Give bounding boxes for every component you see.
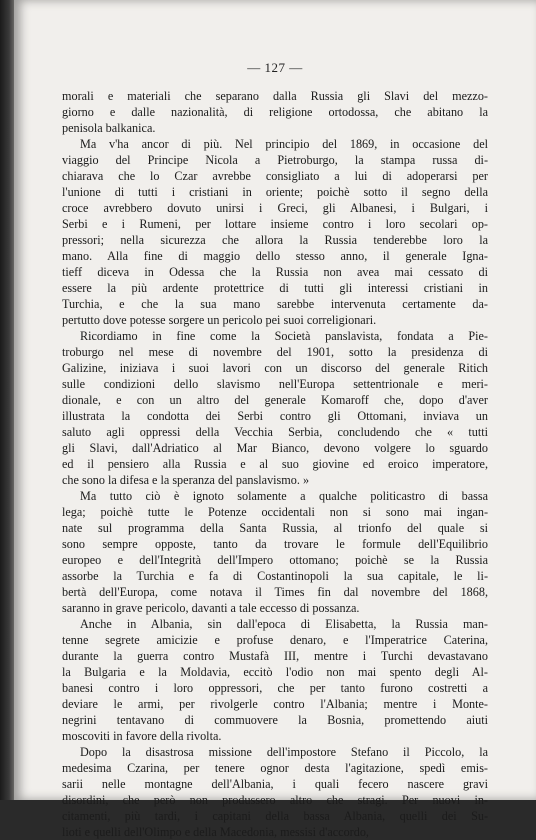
- text-line: durante la guerra contro Mustafà III, mentre i Turchi devastavano: [62, 649, 488, 663]
- text-line: Dopo la disastrosa missione dell'impostore Stefano il Piccolo, la: [80, 745, 488, 759]
- text-line: bertà dell'Europa, come notava il Times fin dal novembre del 1868,: [62, 585, 488, 599]
- text-line: ed il pensiero alla Russia e al suo giovine ed eroico imperatore,: [62, 457, 488, 471]
- text-line: saranno in grave pericolo, davanti a tale eccesso di possanza.: [62, 601, 360, 615]
- text-line: chiarava che lo Czar avrebbe consigliato a lui di adoperarsi per: [62, 169, 488, 183]
- text-line: Ma tutto ciò è ignoto solamente a qualche politicastro di bassa: [80, 489, 488, 503]
- text-line: assorbe la Turchia e fa di Costantinopoli la sua capitale, le li-: [62, 569, 488, 583]
- text-line: che sono la difesa e la speranza del panslavismo. »: [62, 473, 310, 487]
- text-line: penisola balkanica.: [62, 121, 156, 135]
- text-line: lega; poichè tutte le Potenze occidentali non si sono mai ingan-: [62, 505, 488, 519]
- book-page: [14, 0, 536, 839]
- text-line: tenne segrete amicizie e profuse denaro, e l'Imperatrice Caterina,: [62, 633, 488, 647]
- text-line: illustrata la condotta dei Serbi contro gli Ottomani, inviava un: [62, 409, 488, 423]
- text-line: Turchia, e che la sua mano sarebbe intervenuta certamente da-: [62, 297, 488, 311]
- text-line: la Bulgaria e la Moldavia, eccitò l'odio non mai spento degli Al-: [62, 665, 488, 679]
- text-line: lioti e quelli dell'Olimpo e della Macedonia, messisi d'accordo,: [62, 825, 369, 839]
- text-line: pressori; nella sicurezza che allora la Russia tenderebbe loro la: [62, 233, 488, 247]
- text-line: Ma v'ha ancor di più. Nel principio del 1869, in occasione del: [80, 137, 488, 151]
- text-line: moscoviti in favore della rivolta.: [62, 729, 222, 743]
- text-line: giorno e dalle nazionalità, di religione ortodossa, che abitano la: [62, 105, 488, 119]
- text-line: disordini, che però non produssero altro che stragi. Per nuovi in-: [62, 793, 488, 807]
- text-line: tieff diceva in Odessa che la Russia non avea mai cessato di: [62, 265, 488, 279]
- text-line: Serbi e i Rumeni, per lottare insieme contro i loro secolari op-: [62, 217, 488, 231]
- text-line: Ricordiamo in fine come la Società panslavista, fondata a Pie-: [80, 329, 488, 343]
- text-line: croce avrebbero dovuto unirsi i Greci, gli Albanesi, i Bulgari, i: [62, 201, 488, 215]
- text-line: negrini tentavano di commuovere la Bosnia, promettendo aiuti: [62, 713, 488, 727]
- text-line: essere la più ardente protettrice di tutti gli interessi cristiani in: [62, 281, 488, 295]
- body-text: [62, 88, 488, 840]
- text-line: europeo e dell'Integrità dell'Impero ottomano; poichè se la Russia: [62, 553, 488, 567]
- text-line: viaggio del Principe Nicola a Pietroburgo, la stampa russa di-: [62, 153, 488, 167]
- text-line: dionale, e con un altro del generale Komaroff che, dopo d'aver: [62, 393, 488, 407]
- text-line: Anche in Albania, sin dall'epoca di Elisabetta, la Russia man-: [80, 617, 488, 631]
- text-line: mano. Alla fine di maggio dello stesso anno, il generale Igna-: [62, 249, 488, 263]
- text-line: nate sul programma della Santa Russia, al trionfo del quale si: [62, 521, 488, 535]
- text-line: citamenti, più tardi, i capitani della bassa Albania, quelli dei Su-: [62, 809, 488, 823]
- text-line: sulle condizioni dello slavismo nell'Europa settentrionale e meri-: [62, 377, 488, 391]
- text-line: deviare le armi, per rivolgerle contro l'Albania; mentre i Monte-: [62, 697, 488, 711]
- text-line: banesi contro i loro oppressori, che per tanto furono costretti a: [62, 681, 488, 695]
- text-line: troburgo nel mese di novembre del 1901, sotto la presidenza di: [62, 345, 488, 359]
- text-line: Galizine, iniziava i suoi lavori con un discorso del generale Ritich: [62, 361, 488, 375]
- text-line: sono sempre opposte, tanto da trovare le formule dell'Equilibrio: [62, 537, 488, 551]
- text-line: saluto agli oppressi della Vecchia Serbia, concludendo che « tutti: [62, 425, 488, 439]
- text-line: gli Slavi, dall'Adriatico al Mar Bianco, devono volgere lo sguardo: [62, 441, 488, 455]
- text-line: l'unione di tutti i cristiani in oriente; poichè sotto il segno della: [62, 185, 488, 199]
- text-line: medesima Czarina, per tenere ognor desta l'agitazione, spedì emis-: [62, 761, 488, 775]
- text-line: morali e materiali che separano dalla Russia gli Slavi del mezzo-: [62, 89, 488, 103]
- text-line: pertutto dove potesse sorgere un pericolo pei suoi correligionari.: [62, 313, 377, 327]
- page-number: — 127 —: [247, 60, 303, 75]
- text-line: sarii nelle montagne dell'Albania, i quali fecero nascere gravi: [62, 777, 488, 791]
